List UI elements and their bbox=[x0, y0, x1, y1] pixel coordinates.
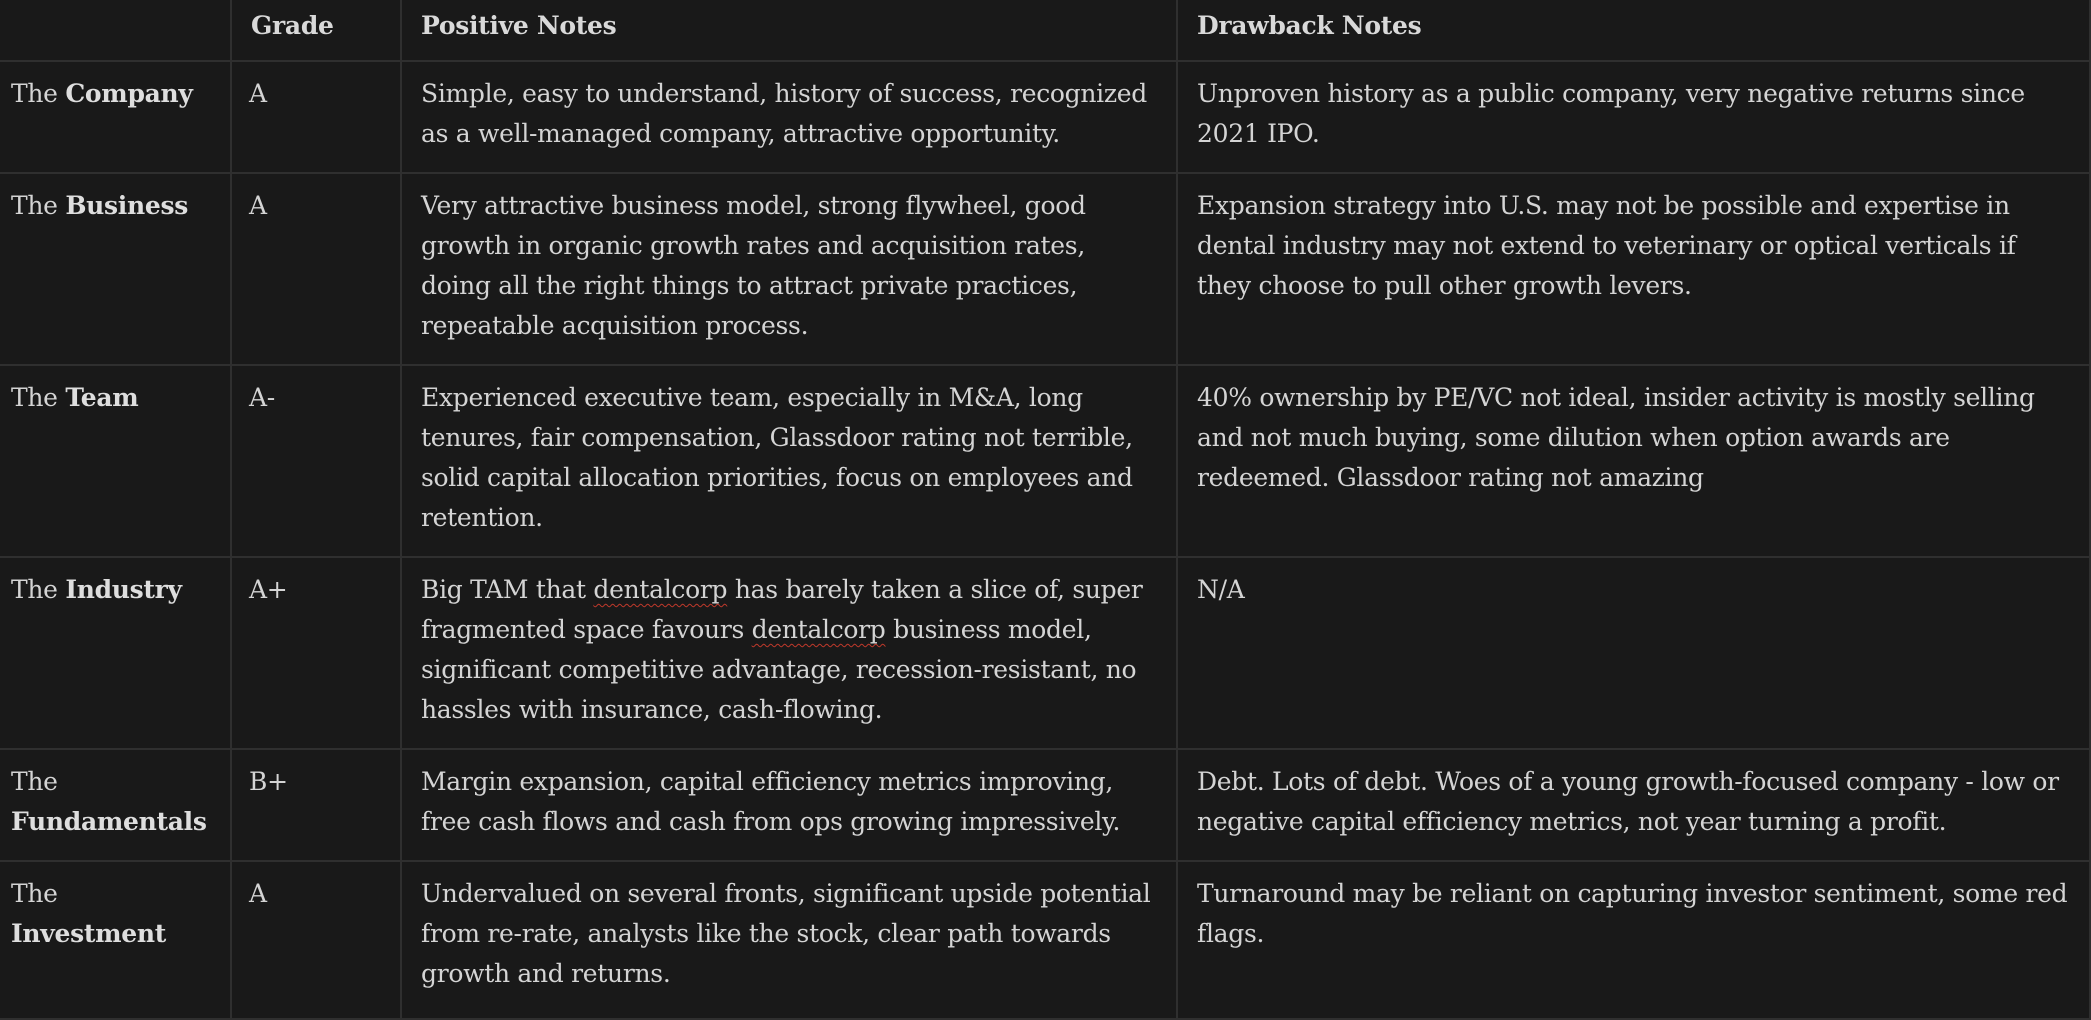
drawback-notes-cell: Unproven history as a public company, very negative returns since 2021 IPO. bbox=[1177, 61, 2090, 173]
grade-cell: A bbox=[231, 173, 401, 365]
grade-cell: A- bbox=[231, 365, 401, 557]
grade-cell: A bbox=[231, 61, 401, 173]
spellcheck-word[interactable]: dentalcorp bbox=[751, 615, 886, 644]
header-dimension bbox=[0, 0, 231, 61]
table-row bbox=[0, 365, 2090, 557]
text-segment: Big TAM that bbox=[421, 575, 594, 604]
drawback-notes-cell: 40% ownership by PE/VC not ideal, insider activity is mostly selling and not much buying, some dilution when option awards are redeemed. Glassdoor rating not amazing bbox=[1177, 365, 2090, 557]
dimension-prefix: The bbox=[11, 767, 58, 796]
positive-notes-cell: Experienced executive team, especially in M&A, long tenures, fair compensation, Glassdoor rating not terrible, solid capital allocation priorities, focus on employees and retention. bbox=[401, 365, 1177, 557]
dimension-name: Investment bbox=[11, 919, 167, 948]
dimension-cell bbox=[0, 749, 231, 861]
positive-notes-cell: Very attractive business model, strong flywheel, good growth in organic growth rates and acquisition rates, doing all the right things to attract private practices, repeatable acquisition process. bbox=[401, 173, 1177, 365]
drawback-notes-cell: Turnaround may be reliant on capturing investor sentiment, some red flags. bbox=[1177, 861, 2090, 1019]
drawback-notes-cell: Expansion strategy into U.S. may not be possible and expertise in dental industry may not extend to veterinary or optical verticals if they choose to pull other growth levers. bbox=[1177, 173, 2090, 365]
positive-notes-cell: Undervalued on several fronts, significant upside potential from re-rate, analysts like the stock, clear path towards growth and returns. bbox=[401, 861, 1177, 1019]
dimension-cell bbox=[0, 861, 231, 1019]
dimension-cell bbox=[0, 173, 231, 365]
table-row bbox=[0, 861, 2090, 1019]
drawback-notes-cell: N/A bbox=[1177, 557, 2090, 749]
dimension-prefix: The bbox=[11, 383, 58, 412]
header-positive-notes: Positive Notes bbox=[401, 0, 1177, 61]
positive-notes-cell: Margin expansion, capital efficiency metrics improving, free cash flows and cash from ops growing impressively. bbox=[401, 749, 1177, 861]
table-row bbox=[0, 749, 2090, 861]
dimension-prefix: The bbox=[11, 191, 58, 220]
dimension-prefix: The bbox=[11, 575, 58, 604]
grade-cell: B+ bbox=[231, 749, 401, 861]
header-grade: Grade bbox=[231, 0, 401, 61]
header-row bbox=[0, 0, 2090, 61]
text-segment: has barely taken a slice of, super fragmented space favours bbox=[421, 575, 1143, 644]
dimension-name: Team bbox=[65, 383, 139, 412]
table-row bbox=[0, 173, 2090, 365]
grade-cell: A+ bbox=[231, 557, 401, 749]
drawback-notes-cell: Debt. Lots of debt. Woes of a young growth-focused company - low or negative capital efficiency metrics, not year turning a profit. bbox=[1177, 749, 2090, 861]
dimension-prefix: The bbox=[11, 79, 58, 108]
dimension-cell bbox=[0, 365, 231, 557]
table-row bbox=[0, 557, 2090, 749]
header-drawback-notes: Drawback Notes bbox=[1177, 0, 2090, 61]
dimension-name: Business bbox=[65, 191, 189, 220]
grade-cell: A bbox=[231, 861, 401, 1019]
table-row bbox=[0, 61, 2090, 173]
text-segment: business model, significant competitive advantage, recession-resistant, no hassles with insurance, cash-flowing. bbox=[421, 615, 1137, 724]
dimension-prefix: The bbox=[11, 879, 58, 908]
dimension-name: Industry bbox=[65, 575, 182, 604]
positive-notes-cell: Simple, easy to understand, history of success, recognized as a well-managed company, attractive opportunity. bbox=[401, 61, 1177, 173]
dimension-cell bbox=[0, 61, 231, 173]
dimension-cell bbox=[0, 557, 231, 749]
positive-notes-cell bbox=[401, 557, 1177, 749]
spellcheck-word[interactable]: dentalcorp bbox=[593, 575, 728, 604]
dimension-name: Company bbox=[65, 79, 193, 108]
dimension-name: Fundamentals bbox=[11, 807, 207, 836]
